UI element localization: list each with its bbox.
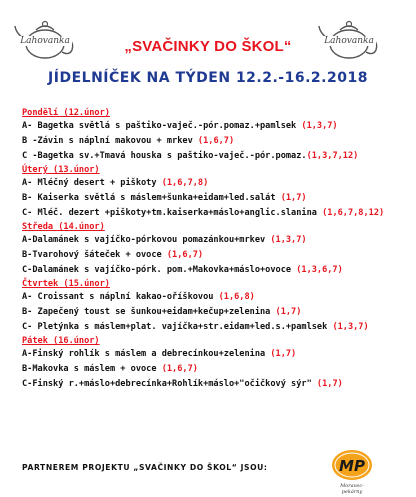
allergen-codes: (1,3,7) [270, 235, 307, 245]
menu-item-text: C-Finský r.+máslo+debrecínka+Rohlík+máslo+"očičkový sýr" [22, 379, 317, 389]
menu-item-text: A- Mléčný desert + piškoty [22, 178, 162, 188]
allergen-codes: (1,6,7,8,12) [322, 208, 385, 218]
allergen-codes: (1,6,7) [161, 364, 198, 374]
menu-item [22, 176, 412, 191]
menu-item [22, 290, 412, 305]
mp-bakery-logo [330, 448, 374, 495]
mp-caption: Moravec-pekárny [340, 483, 364, 495]
menu-item [22, 377, 412, 392]
allergen-codes: (1,6,7) [197, 136, 235, 146]
allergen-codes: (1,3,7,12) [306, 151, 359, 161]
menu-item-text: A- Croissant s náplní kakao-oříškovou [22, 292, 219, 302]
menu-item-text: C-Dalamánek s vajíčko-pórk. pom.+Makovka+máslo+ovoce [22, 265, 297, 275]
day-section [22, 164, 412, 221]
day-heading: Pátek (16.únor) [22, 336, 100, 346]
menu-item-text: A-Dalamánek s vajíčko-pórkovou pomazánkou+mrkev [22, 235, 271, 245]
menu-item-text: A-Finský rohlík s máslem a debrecínkou+zelenina [22, 349, 271, 359]
menu-item-text: A- Bagetka světlá s paštiko-vaječ.-pór.pomaz.+pamlsek [22, 121, 302, 131]
day-heading: Pondělí (12.únor) [22, 108, 110, 118]
mp-logo-icon [330, 448, 374, 488]
menu-item [22, 263, 412, 278]
weekly-menu [22, 107, 412, 392]
menu-item [22, 248, 412, 263]
allergen-codes: (1,3,7) [301, 121, 338, 131]
menu-item [22, 233, 412, 248]
menu-item [22, 305, 412, 320]
partner-text: PARTNEREM PROJEKTU „SVAČINKY DO ŠKOL“ JSOU: [22, 463, 268, 472]
main-title: „SVAČINKY DO ŠKOL“ [124, 38, 292, 55]
allergen-codes: (1,7) [316, 379, 343, 389]
allergen-codes: (1,3,7) [332, 322, 369, 332]
day-section [22, 221, 412, 278]
allergen-codes: (1,6,7) [166, 250, 204, 260]
day-section [22, 278, 412, 335]
menu-item [22, 191, 412, 206]
menu-item [22, 119, 412, 134]
allergen-codes: (1,7) [270, 349, 297, 359]
day-section [22, 335, 412, 392]
menu-item-text: B-Makovka s máslem + ovoce [22, 364, 162, 374]
day-heading: Úterý (13.únor) [22, 165, 100, 175]
menu-item-text: C -Bagetka sv.+Tmavá houska s paštiko-vaječ.-pór.pomaz. [22, 151, 307, 161]
allergen-codes: (1,6,8) [218, 292, 255, 302]
menu-item [22, 362, 412, 377]
menu-item [22, 347, 412, 362]
allergen-codes: (1,7) [275, 307, 302, 317]
menu-item-text: B- Kaiserka světlá s máslem+šunka+eidam+led.salát [22, 193, 281, 203]
menu-item [22, 206, 412, 221]
menu-item-text: C- Mléč. dezert +piškoty+tm.kaiserka+máslo+anglic.slanina [22, 208, 323, 218]
day-section [22, 107, 412, 164]
day-heading: Středa (14.únor) [22, 222, 105, 232]
allergen-codes: (1,6,7,8) [161, 178, 209, 188]
mp-logo-text: MP [339, 457, 365, 475]
menu-item-text: C- Pletýnka s máslem+plat. vajíčka+str.eidam+led.s.+pamlsek [22, 322, 333, 332]
menu-item-text: B -Závin s náplní makovou + mrkev [22, 136, 198, 146]
logo-text: Lahovanka [18, 36, 72, 46]
menu-item-text: B-Tvarohový šáteček + ovoce [22, 250, 167, 260]
allergen-codes: (1,7) [280, 193, 307, 203]
menu-item [22, 134, 412, 149]
week-title: JÍDELNÍČEK NA TÝDEN 12.2.-16.2.2018 [48, 70, 368, 86]
menu-item-text: B- Zapečený toust se šunkou+eidam+kečup+zelenina [22, 307, 276, 317]
allergen-codes: (1,3,6,7) [296, 265, 343, 275]
menu-item [22, 320, 412, 335]
menu-item [22, 149, 412, 164]
logo-text: Lahovanka [322, 36, 376, 46]
day-heading: Čtvrtek (15.únor) [22, 279, 110, 289]
